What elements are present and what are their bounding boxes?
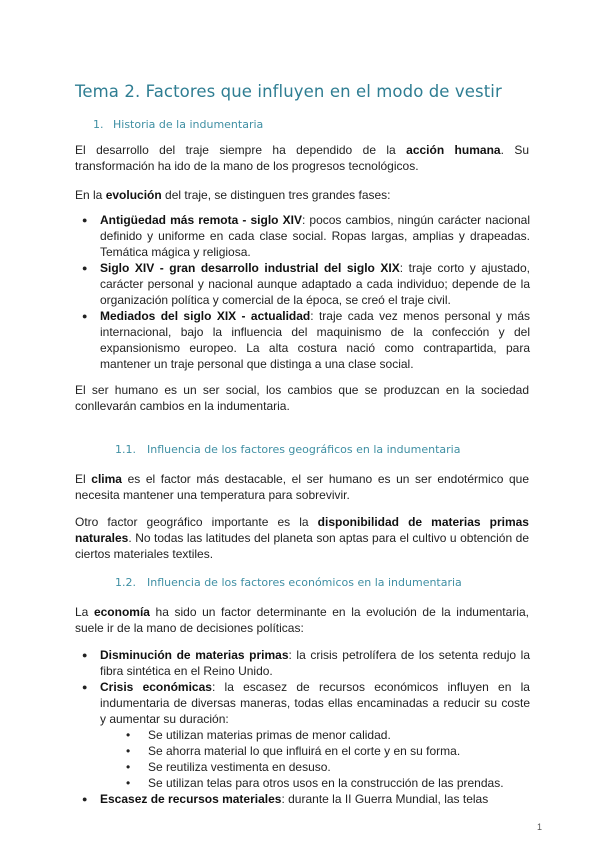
economic-factors-list xyxy=(82,647,530,807)
list-item: ● Crisis económicas: la escasez de recursos económicos influyen en la indumentaria de diversas maneras, todas ellas encaminadas a reducir su coste y aumentar su duración: • Se utilizan materias primas de menor calidad. • Se ahorra material lo que influirá en el corte y en su forma. • Se reutiliza vestimenta en desuso. • Se utilizan telas para otros usos en la construcción de las prendas. xyxy=(82,680,530,790)
section-number: 1.1. xyxy=(115,443,136,456)
paragraph-evolution: En la evolución del traje, se distinguen tres grandes fases: xyxy=(75,188,391,202)
sub-list-item: • Se utilizan telas para otros usos en la construcción de las prendas. xyxy=(126,776,504,790)
section-heading-1-2 xyxy=(115,576,462,589)
list-item: ● Siglo XIV - gran desarrollo industrial del siglo XIX: traje corto y ajustado, carácter personal y nacional aunque adaptado a cada individuo; depende de la organización política y comercial de la época, se creó el traje civil. xyxy=(82,261,530,307)
bullet-icon: ● xyxy=(82,263,88,273)
section-number: 1.2. xyxy=(115,576,136,589)
bullet-icon: • xyxy=(126,744,131,758)
phases-list xyxy=(82,212,530,372)
list-item: ● Mediados del siglo XIX - actualidad: traje cada vez menos personal y más internacional, bajo la influencia del maquinismo de la confección y del expansionismo europeo. La alta costura nació como contrapartida, para mantener un traje personal que distinga a una clase social. xyxy=(82,309,530,371)
bullet-icon: ● xyxy=(82,650,88,660)
paragraph-social: El ser humano es un ser social, los cambios que se produzcan en la sociedad conllevarán cambios en la indumentaria. xyxy=(75,383,529,413)
sub-list-item: • Se ahorra material lo que influirá en el corte y en su forma. xyxy=(126,744,461,758)
bullet-icon: ● xyxy=(82,311,88,321)
paragraph-raw-materials: Otro factor geográfico importante es la disponibilidad de materias primas naturales. No todas las latitudes del planeta son aptas para el cultivo u obtención de ciertos materiales textiles. xyxy=(75,515,529,561)
section-heading-1-1 xyxy=(115,443,460,456)
section-heading-1 xyxy=(93,118,263,131)
page-number: 1 xyxy=(537,822,543,832)
sub-list-item: • Se reutiliza vestimenta en desuso. xyxy=(126,760,331,774)
sub-list xyxy=(100,727,530,791)
sub-list-item: • Se utilizan materias primas de menor calidad. xyxy=(126,728,391,742)
bullet-icon: ● xyxy=(82,215,88,225)
bullet-icon: • xyxy=(126,728,131,742)
section-title: Influencia de los factores geográficos en la indumentaria xyxy=(147,443,461,456)
section-title: Influencia de los factores económicos en la indumentaria xyxy=(147,576,462,589)
bullet-icon: • xyxy=(126,760,131,774)
section-number: 1. xyxy=(93,118,104,131)
paragraph-economy: La economía ha sido un factor determinante en la evolución de la indumentaria, suele ir de la mano de decisiones políticas: xyxy=(75,605,529,635)
section-title: Historia de la indumentaria xyxy=(113,118,264,131)
bullet-icon: ● xyxy=(82,794,88,804)
paragraph-climate: El clima es el factor más destacable, el ser humano es un ser endotérmico que necesita mantener una temperatura para sobrevivir. xyxy=(75,472,529,502)
bullet-icon: • xyxy=(126,776,131,790)
bullet-icon: ● xyxy=(82,682,88,692)
list-item: ● Escasez de recursos materiales: durante la II Guerra Mundial, las telas xyxy=(82,792,489,806)
page-title: Tema 2. Factores que influyen en el modo de vestir xyxy=(75,82,502,101)
list-item: ● Antigüedad más remota - siglo XIV: pocos cambios, ningún carácter nacional definido y uniforme en cada clase social. Ropas largas, amplias y drapeadas. Temática mágica y religiosa. xyxy=(82,213,530,259)
paragraph-intro: El desarrollo del traje siempre ha dependido de la acción humana. Su transformación ha ido de la mano de los progresos tecnológicos. xyxy=(75,143,529,173)
list-item: ● Disminución de materias primas: la crisis petrolífera de los setenta redujo la fibra sintética en el Reino Unido. xyxy=(82,648,530,678)
